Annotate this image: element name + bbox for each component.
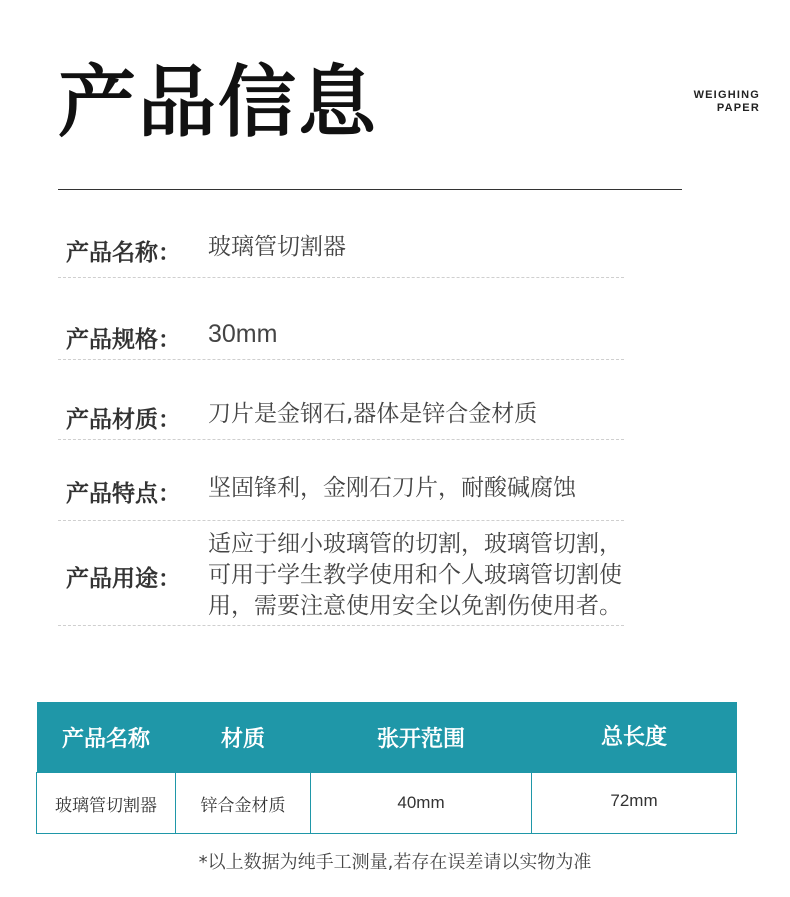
table-cell: 玻璃管切割器 <box>37 773 176 834</box>
spec-row-material <box>58 400 624 440</box>
measurement-note: *以上数据为纯手工测量,若存在误差请以实物为准 <box>198 852 592 873</box>
spec-value: 坚固锋利，金刚石刀片，耐酸碱腐蚀 <box>208 475 576 501</box>
table-cell: 锌合金材质 <box>176 773 311 834</box>
page-title: 产品信息 <box>58 58 379 148</box>
table-header-cell: 总长度 <box>532 702 737 773</box>
table-header-row <box>37 702 737 773</box>
spec-row-feature <box>58 472 624 521</box>
table-cell: 72mm <box>532 773 737 834</box>
spec-value-line: 可用于学生教学使用和个人玻璃管切割使 <box>208 562 622 588</box>
brand-logo <box>694 89 760 115</box>
spec-label: 产品名称： <box>66 240 181 266</box>
spec-value: 刀片是金钢石,器体是锌合金材质 <box>208 401 538 427</box>
brand-line-2: PAPER <box>716 102 760 114</box>
table-header-cell: 产品名称 <box>37 702 176 773</box>
table-header-cell: 张开范围 <box>311 702 532 773</box>
table-header-cell: 材质 <box>176 702 311 773</box>
spec-row-usage <box>58 527 624 626</box>
title-divider <box>58 189 682 190</box>
spec-value: 30mm <box>208 320 278 348</box>
spec-value-line: 适应于细小玻璃管的切割，玻璃管切割， <box>208 531 622 557</box>
spec-row-size <box>58 321 624 360</box>
spec-label: 产品规格： <box>66 327 181 353</box>
spec-table <box>36 702 736 834</box>
spec-label: 产品材质： <box>66 407 181 433</box>
spec-row-name <box>58 230 624 278</box>
spec-label: 产品特点： <box>66 481 181 507</box>
spec-value: 玻璃管切割器 <box>208 234 346 260</box>
spec-value-line: 用，需要注意使用安全以免割伤使用者。 <box>208 593 622 619</box>
table-row <box>37 773 737 834</box>
spec-label: 产品用途： <box>66 566 181 592</box>
brand-line-1: WEIGHING <box>693 89 760 101</box>
table-cell: 40mm <box>311 773 532 834</box>
